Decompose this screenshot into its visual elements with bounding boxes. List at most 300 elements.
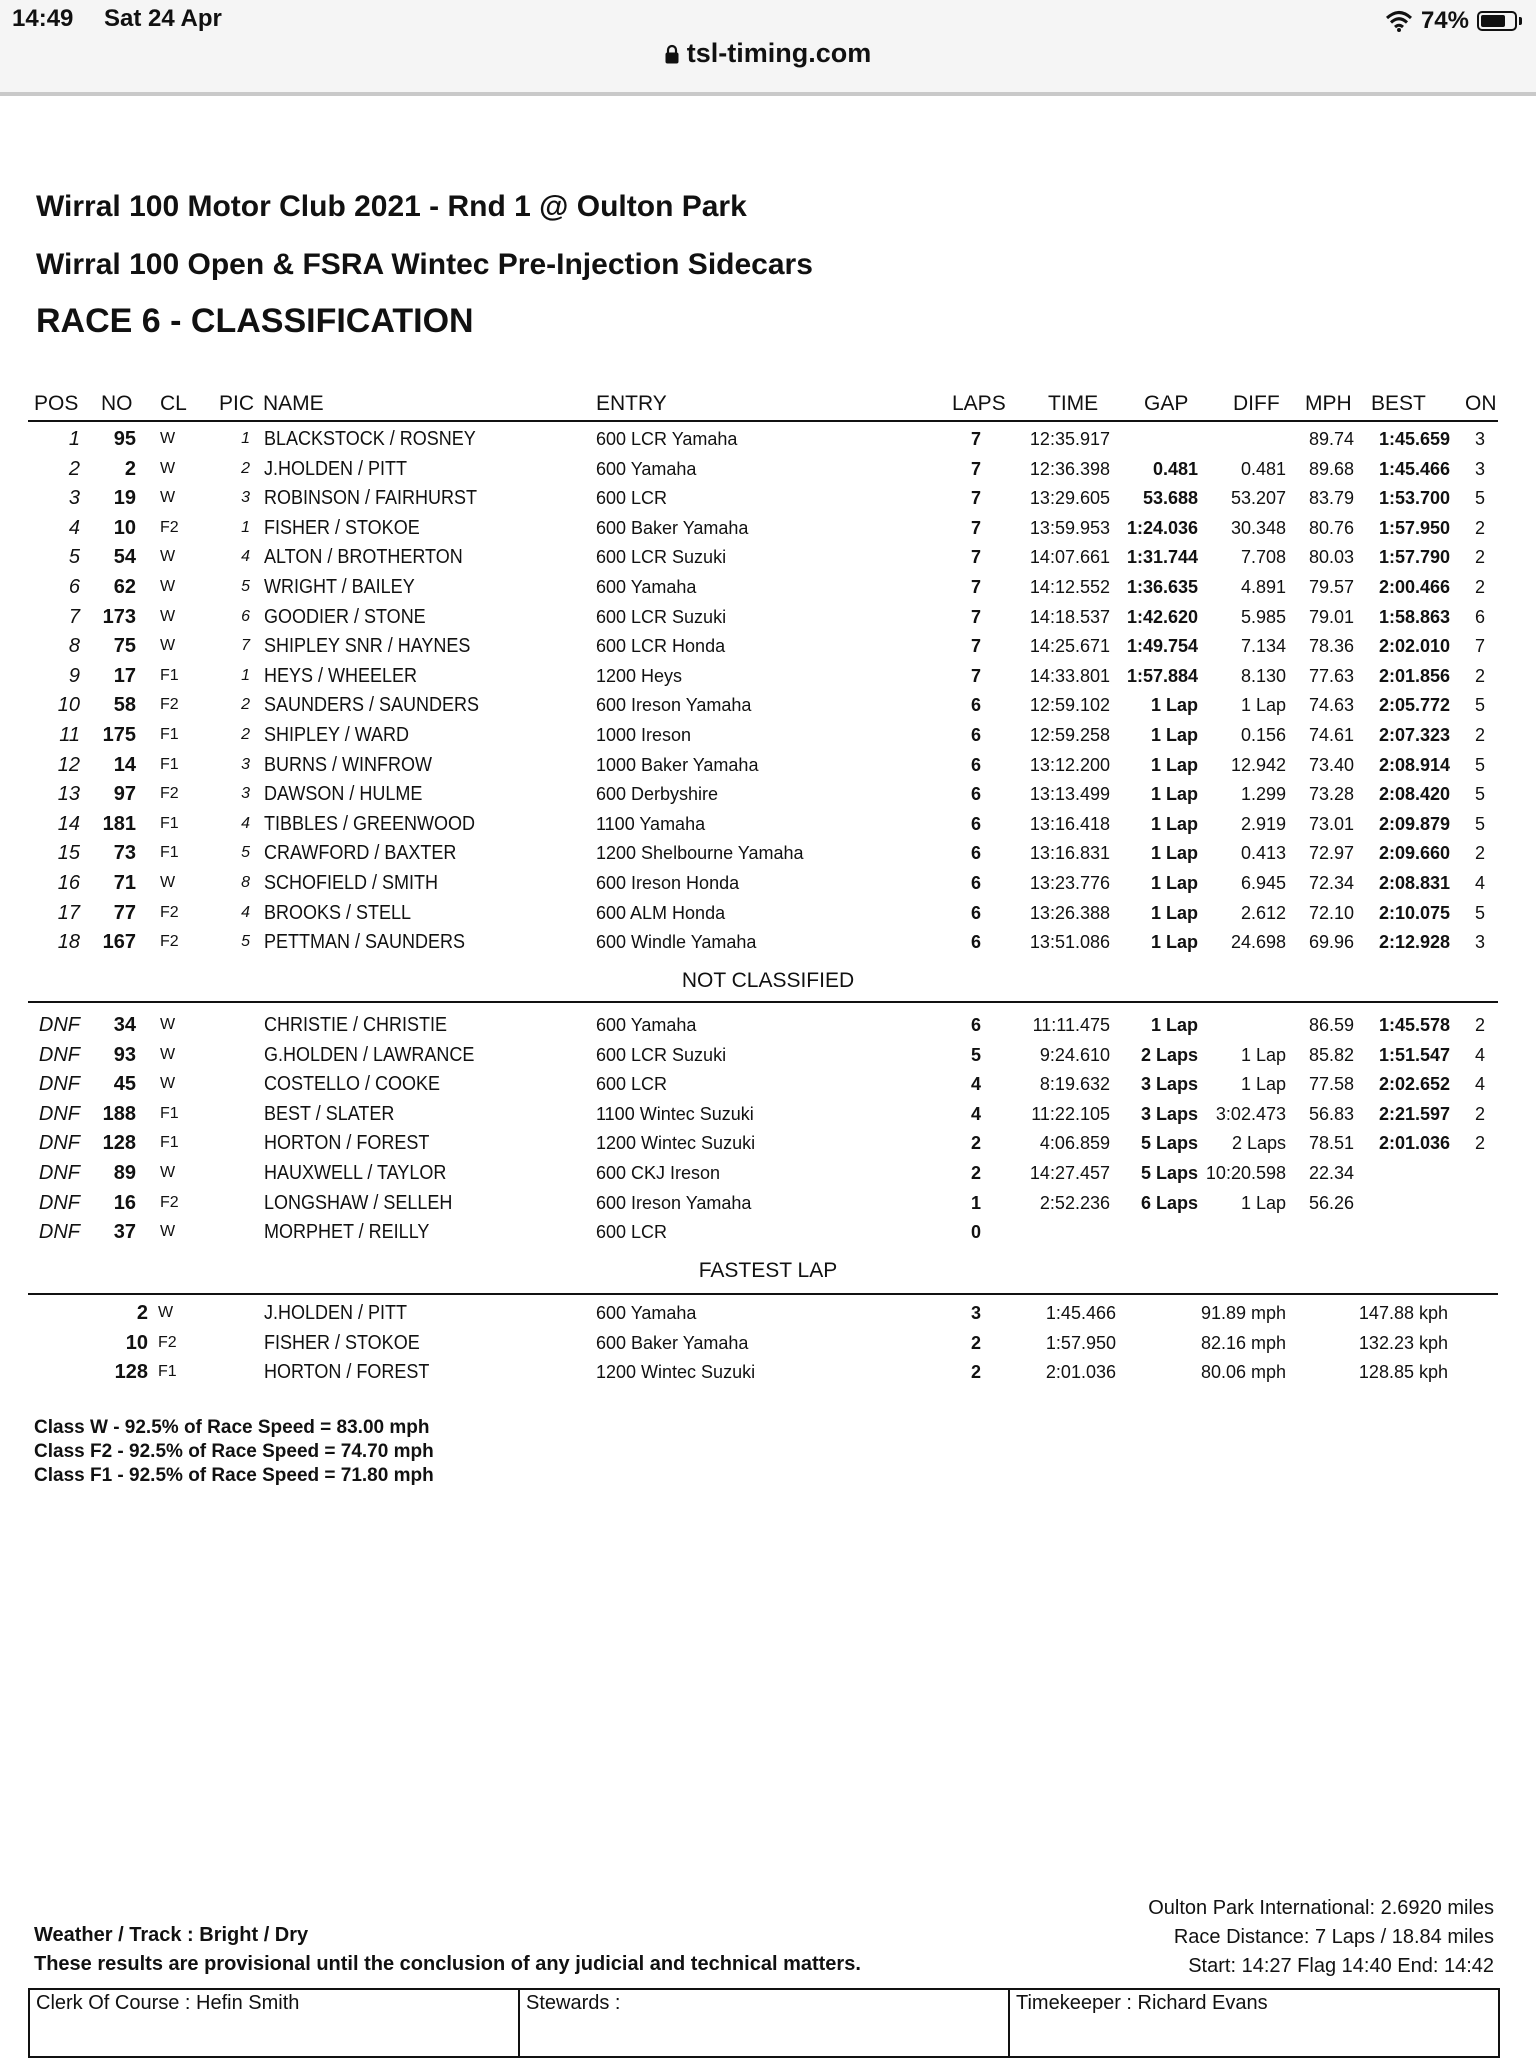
cell-pic: 1 — [241, 518, 250, 536]
cell-name: BEST / SLATER — [264, 1102, 395, 1125]
cell-laps: 5 — [970, 1044, 981, 1065]
cell-gap: 3 Laps — [1140, 1074, 1198, 1095]
cell-laps: 7 — [970, 665, 981, 686]
cell-pos: 10 — [57, 694, 80, 717]
cell-entry: 600 LCR Suzuki — [596, 1044, 727, 1065]
cell-time: 13:16.418 — [1029, 813, 1110, 834]
cell-entry: 1100 Yamaha — [596, 813, 706, 834]
cell-class: F1 — [160, 844, 179, 862]
cell-class: F1 — [160, 755, 179, 773]
cell-kph: 128.85 kph — [1358, 1362, 1448, 1383]
cell-on: 4 — [1474, 873, 1485, 893]
cell-class: F2 — [160, 903, 179, 921]
cell-gap: 1 Lap — [1150, 843, 1198, 864]
cell-diff: 53.207 — [1230, 488, 1286, 509]
cell-class: F1 — [160, 666, 179, 684]
cell-entry: 600 LCR Suzuki — [596, 606, 727, 627]
cell-gap: 1:57.884 — [1126, 665, 1198, 686]
cell-laps: 7 — [970, 577, 981, 597]
cell-pos: 14 — [57, 812, 80, 835]
cell-mph: 73.40 — [1308, 754, 1354, 775]
table-row — [0, 690, 1536, 720]
class-note-f2: Class F2 - 92.5% of Race Speed = 74.70 mph — [34, 1441, 434, 1462]
cell-best: 2:08.914 — [1378, 754, 1450, 775]
cell-diff: 2 Laps — [1231, 1133, 1286, 1154]
cell-no: 95 — [113, 428, 136, 450]
race-times: Start: 14:27 Flag 14:40 End: 14:42 — [1188, 1955, 1494, 1977]
col-time: TIME — [1048, 392, 1099, 415]
fastest-lap-row — [0, 1298, 1536, 1328]
dnf-row — [0, 1188, 1536, 1218]
cell-entry: 1200 Wintec Suzuki — [596, 1133, 756, 1154]
cell-on: 2 — [1474, 1103, 1485, 1124]
cell-no: 73 — [113, 842, 136, 865]
cell-laps: 2 — [970, 1133, 981, 1154]
cell-gap: 1 Lap — [1150, 1015, 1198, 1035]
cell-best: 2:02.010 — [1378, 636, 1450, 657]
cell-name: J.HOLDEN / PITT — [264, 1302, 408, 1324]
table-row — [0, 720, 1536, 750]
cell-time: 1:57.950 — [1045, 1332, 1116, 1353]
table-row — [0, 809, 1536, 839]
cell-mph: 83.79 — [1308, 488, 1354, 509]
cell-diff: 2.612 — [1240, 902, 1286, 923]
series-title: Wirral 100 Open & FSRA Wintec Pre-Injection Sidecars — [36, 248, 813, 281]
cell-on: 2 — [1474, 1133, 1485, 1154]
cell-no: 128 — [114, 1361, 148, 1384]
cell-time: 14:27.457 — [1029, 1163, 1110, 1183]
table-row — [0, 661, 1536, 691]
cell-class: F2 — [160, 1193, 179, 1211]
cell-no: 54 — [113, 546, 136, 569]
cell-laps: 7 — [970, 606, 981, 627]
cell-class: F2 — [158, 1333, 177, 1351]
cell-class: W — [160, 1223, 176, 1241]
cell-pic: 6 — [241, 607, 250, 625]
cell-time: 13:13.499 — [1029, 784, 1110, 805]
cell-pos: 2 — [68, 457, 80, 480]
cell-on: 7 — [1474, 636, 1485, 657]
cell-no: 17 — [113, 664, 136, 687]
cell-entry: 600 Yamaha — [596, 577, 697, 597]
cell-no: 2 — [124, 457, 136, 480]
cell-diff: 0.156 — [1240, 725, 1286, 745]
cell-entry: 1000 Ireson — [596, 725, 692, 745]
cell-name: HEYS / WHEELER — [264, 664, 418, 687]
fastest-lap-row — [0, 1328, 1536, 1358]
cell-best: 2:10.075 — [1378, 902, 1450, 923]
cell-time: 11:22.105 — [1031, 1103, 1110, 1124]
cell-diff: 24.698 — [1230, 932, 1286, 953]
cell-best: 1:53.700 — [1378, 488, 1450, 509]
col-mph: MPH — [1305, 392, 1352, 415]
cell-no: 75 — [113, 635, 136, 658]
cell-time: 13:26.388 — [1029, 902, 1110, 923]
cell-no: 173 — [102, 605, 136, 628]
cell-class: W — [160, 1016, 176, 1033]
cell-class: W — [160, 1164, 176, 1181]
cell-time: 12:59.102 — [1029, 695, 1110, 716]
table-row — [0, 779, 1536, 809]
cell-time: 13:51.086 — [1029, 932, 1110, 953]
wifi-icon — [1385, 10, 1413, 32]
cell-time: 8:19.632 — [1039, 1074, 1110, 1095]
cell-laps: 6 — [970, 813, 981, 834]
cell-gap: 1 Lap — [1150, 873, 1198, 893]
cell-class: F2 — [160, 696, 179, 714]
cell-entry: 600 Yamaha — [596, 1015, 697, 1035]
cell-entry: 1200 Heys — [596, 665, 683, 686]
cell-pos: 3 — [68, 487, 80, 510]
col-gap: GAP — [1144, 392, 1189, 415]
cell-mph: 72.34 — [1308, 873, 1354, 893]
cell-no: 19 — [113, 487, 136, 510]
cell-diff: 30.348 — [1230, 517, 1286, 538]
cell-name: HORTON / FOREST — [264, 1132, 430, 1155]
cell-entry: 600 CKJ Ireson — [596, 1163, 721, 1183]
cell-entry: 600 LCR Yamaha — [596, 429, 738, 449]
cell-entry: 600 LCR — [596, 1074, 668, 1095]
cell-diff: 12.942 — [1230, 754, 1286, 775]
cell-gap: 5 Laps — [1140, 1133, 1198, 1154]
cell-mph: 73.28 — [1308, 784, 1354, 805]
cell-entry: 600 ALM Honda — [596, 902, 726, 923]
cell-name: TIBBLES / GREENWOOD — [264, 812, 476, 835]
cell-class: W — [160, 1075, 176, 1093]
cell-time: 12:35.917 — [1029, 429, 1110, 449]
table-row — [0, 631, 1536, 661]
cell-class: W — [160, 430, 176, 447]
table-row — [0, 483, 1536, 513]
cell-laps: 6 — [970, 843, 981, 864]
cell-mph: 85.82 — [1308, 1044, 1354, 1065]
cell-class: W — [160, 607, 176, 625]
col-cl: CL — [160, 392, 187, 415]
cell-name: LONGSHAW / SELLEH — [264, 1191, 453, 1214]
cell-on: 5 — [1474, 488, 1485, 509]
cell-name: HORTON / FOREST — [264, 1361, 430, 1384]
cell-pic: 3 — [241, 755, 250, 773]
cell-pic: 5 — [241, 933, 250, 951]
cell-on: 5 — [1474, 695, 1485, 716]
cell-pic: 2 — [241, 459, 250, 477]
cell-laps: 6 — [970, 754, 981, 775]
cell-name: WRIGHT / BAILEY — [264, 576, 415, 598]
cell-pic: 3 — [241, 785, 250, 803]
cell-no: 89 — [113, 1162, 136, 1184]
cell-gap: 1 Lap — [1150, 725, 1198, 745]
cell-mph: 82.16 mph — [1200, 1332, 1286, 1353]
cell-name: BURNS / WINFROW — [264, 753, 432, 776]
cell-diff: 4.891 — [1240, 577, 1286, 597]
address-bar[interactable] — [0, 38, 1536, 69]
battery-icon — [1477, 11, 1517, 31]
cell-no: 14 — [113, 753, 136, 776]
dnf-row — [0, 1099, 1536, 1129]
fastest-lap-heading: FASTEST LAP — [698, 1259, 838, 1282]
cell-entry: 1100 Wintec Suzuki — [596, 1103, 754, 1124]
cell-best: 2:02.652 — [1378, 1074, 1450, 1095]
cell-lap: 2 — [970, 1332, 981, 1353]
cell-diff: 6.945 — [1240, 873, 1286, 893]
cell-mph: 80.06 mph — [1200, 1362, 1286, 1383]
dnf-row — [0, 1217, 1536, 1247]
col-best: BEST — [1371, 392, 1426, 415]
url-text: tsl-timing.com — [686, 38, 872, 68]
cell-gap: 1 Lap — [1150, 695, 1198, 716]
cell-diff: 10:20.598 — [1205, 1163, 1286, 1183]
table-row — [0, 424, 1536, 454]
cell-class: F2 — [160, 785, 179, 803]
cell-time: 14:07.661 — [1029, 547, 1110, 568]
dnf-row — [0, 1158, 1536, 1188]
cell-pos: 5 — [68, 546, 80, 569]
cell-time: 2:01.036 — [1045, 1362, 1116, 1383]
cell-on: 6 — [1474, 606, 1485, 627]
cell-mph: 78.36 — [1308, 636, 1354, 657]
cell-pos: 18 — [57, 931, 80, 954]
cell-laps: 6 — [970, 725, 981, 745]
cell-pos: DNF — [38, 1221, 80, 1244]
class-speed-notes — [34, 1416, 434, 1488]
cell-class: F1 — [160, 1104, 179, 1122]
cell-name: SCHOFIELD / SMITH — [264, 872, 439, 894]
cell-pic: 5 — [241, 844, 250, 862]
cell-pos: DNF — [38, 1014, 80, 1036]
cell-name: BLACKSTOCK / ROSNEY — [264, 428, 476, 450]
cell-laps: 6 — [970, 1015, 981, 1035]
cell-name: FISHER / STOKOE — [264, 1331, 420, 1354]
cell-best: 2:08.831 — [1378, 873, 1450, 893]
lock-icon — [665, 44, 679, 64]
cell-no: 62 — [113, 576, 136, 598]
cell-best: 2:00.466 — [1378, 577, 1450, 597]
cell-gap: 1:24.036 — [1126, 517, 1198, 538]
cell-no: 77 — [113, 901, 136, 924]
cell-time: 13:16.831 — [1029, 843, 1110, 864]
cell-pos: 7 — [68, 605, 80, 628]
dnf-row — [0, 1069, 1536, 1099]
timekeeper: Timekeeper : Richard Evans — [1008, 1990, 1498, 2056]
cell-diff: 2.919 — [1240, 813, 1286, 834]
cell-time: 4:06.859 — [1039, 1133, 1110, 1154]
cell-laps: 7 — [970, 517, 981, 538]
cell-class: W — [158, 1304, 174, 1321]
cell-mph: 56.83 — [1308, 1103, 1354, 1124]
provisional-note: These results are provisional until the conclusion of any judicial and technical matters. — [34, 1953, 861, 1975]
cell-gap: 1:31.744 — [1126, 547, 1198, 568]
col-laps: LAPS — [952, 392, 1006, 415]
cell-gap: 5 Laps — [1140, 1163, 1198, 1183]
cell-best: 2:09.879 — [1378, 813, 1450, 834]
cell-laps: 6 — [970, 932, 981, 953]
cell-on: 2 — [1474, 725, 1485, 745]
cell-gap: 3 Laps — [1140, 1103, 1198, 1124]
cell-diff: 3:02.473 — [1215, 1103, 1286, 1124]
cell-pic: 4 — [241, 814, 250, 832]
cell-no: 93 — [113, 1043, 136, 1066]
cell-pos: 8 — [68, 635, 80, 658]
cell-pos: 6 — [68, 576, 80, 598]
table-row — [0, 454, 1536, 484]
cell-name: G.HOLDEN / LAWRANCE — [264, 1043, 475, 1066]
cell-on: 5 — [1474, 754, 1485, 775]
cell-gap: 1:49.754 — [1126, 636, 1198, 657]
cell-gap: 0.481 — [1152, 458, 1198, 479]
cell-class: F1 — [160, 726, 179, 743]
cell-gap: 53.688 — [1142, 488, 1198, 509]
cell-gap: 1 Lap — [1150, 754, 1198, 775]
cell-no: 181 — [102, 812, 136, 835]
cell-entry: 600 Ireson Yamaha — [596, 695, 752, 716]
cell-time: 14:25.671 — [1029, 636, 1110, 657]
cell-on: 2 — [1474, 1015, 1485, 1035]
cell-name: J.HOLDEN / PITT — [264, 457, 408, 480]
cell-class: F2 — [160, 933, 179, 951]
cell-lap: 2 — [970, 1362, 981, 1383]
cell-gap: 2 Laps — [1140, 1044, 1198, 1065]
cell-pos: DNF — [38, 1191, 80, 1214]
cell-class: W — [160, 637, 176, 655]
cell-entry: 1000 Baker Yamaha — [596, 754, 759, 775]
cell-best: 2:01.036 — [1378, 1133, 1450, 1154]
cell-pos: DNF — [38, 1132, 80, 1155]
cell-laps: 6 — [970, 784, 981, 805]
cell-on: 3 — [1474, 932, 1485, 953]
col-pic: PIC — [219, 392, 255, 415]
cell-entry: 1200 Wintec Suzuki — [596, 1362, 756, 1383]
cell-name: MORPHET / REILLY — [264, 1221, 430, 1244]
status-time: 14:49 — [12, 5, 74, 32]
cell-time: 14:12.552 — [1029, 577, 1110, 597]
cell-best: 1:57.950 — [1378, 517, 1450, 538]
cell-pos: 4 — [68, 516, 80, 539]
cell-on: 3 — [1474, 458, 1485, 479]
cell-time: 14:33.801 — [1029, 665, 1110, 686]
cell-laps: 6 — [970, 873, 981, 893]
cell-mph: 79.57 — [1308, 577, 1354, 597]
cell-no: 128 — [102, 1132, 136, 1155]
cell-class: W — [160, 1045, 176, 1063]
race-distance: Race Distance: 7 Laps / 18.84 miles — [1173, 1926, 1494, 1948]
stewards: Stewards : — [518, 1990, 1008, 2056]
cell-name: FISHER / STOKOE — [264, 516, 420, 539]
cell-mph: 77.58 — [1308, 1074, 1354, 1095]
cell-diff: 1.299 — [1240, 784, 1286, 805]
cell-name: CHRISTIE / CHRISTIE — [264, 1014, 448, 1036]
cell-diff: 0.481 — [1240, 458, 1286, 479]
col-diff: DIFF — [1233, 392, 1280, 415]
cell-name: CRAWFORD / BAXTER — [264, 842, 457, 865]
cell-best: 1:51.547 — [1378, 1044, 1450, 1065]
cell-gap: 1 Lap — [1150, 932, 1198, 953]
cell-pic: 8 — [241, 874, 250, 891]
cell-mph: 74.63 — [1308, 695, 1354, 716]
cell-no: 71 — [113, 872, 136, 894]
cell-lap: 3 — [970, 1303, 981, 1323]
cell-mph: 79.01 — [1308, 606, 1354, 627]
cell-best: 1:45.578 — [1378, 1015, 1450, 1035]
cell-best: 2:07.323 — [1378, 725, 1450, 745]
cell-laps: 2 — [970, 1163, 981, 1183]
cell-gap: 1 Lap — [1150, 902, 1198, 923]
cell-no: 10 — [113, 516, 136, 539]
cell-mph: 91.89 mph — [1200, 1303, 1286, 1323]
cell-pos: DNF — [38, 1043, 80, 1066]
battery-percent: 74% — [1420, 7, 1469, 34]
status-date: Sat 24 Apr — [104, 5, 222, 32]
class-note-w: Class W - 92.5% of Race Speed = 83.00 mph — [34, 1417, 430, 1438]
cell-time: 11:11.475 — [1032, 1015, 1110, 1035]
cell-on: 2 — [1474, 665, 1485, 686]
cell-gap: 1 Lap — [1150, 784, 1198, 805]
cell-mph: 86.59 — [1308, 1015, 1354, 1035]
cell-laps: 0 — [970, 1222, 981, 1243]
cell-entry: 1200 Shelbourne Yamaha — [596, 843, 804, 864]
cell-diff: 7.134 — [1240, 636, 1286, 657]
fastest-lap-rule — [28, 1293, 1498, 1295]
col-no: NO — [101, 392, 133, 415]
cell-diff: 1 Lap — [1240, 1044, 1286, 1065]
cell-diff: 0.413 — [1240, 843, 1286, 864]
cell-time: 1:45.466 — [1045, 1303, 1116, 1323]
cell-entry: 600 Ireson Honda — [596, 873, 740, 893]
cell-best: 1:45.659 — [1378, 429, 1450, 449]
cell-gap: 1 Lap — [1150, 813, 1198, 834]
cell-best: 2:12.928 — [1378, 932, 1450, 953]
cell-name: SHIPLEY / WARD — [264, 724, 410, 746]
cell-name: ROBINSON / FAIRHURST — [264, 487, 478, 510]
table-row — [0, 542, 1536, 572]
cell-name: SHIPLEY SNR / HAYNES — [264, 635, 471, 658]
cell-time: 13:29.605 — [1029, 488, 1110, 509]
dnf-row — [0, 1010, 1536, 1040]
cell-gap: 1:42.620 — [1126, 606, 1198, 627]
clerk-of-course: Clerk Of Course : Hefin Smith — [36, 1992, 300, 2014]
cell-mph: 56.26 — [1308, 1192, 1354, 1213]
cell-best: 2:21.597 — [1378, 1103, 1450, 1124]
cell-mph: 80.76 — [1308, 517, 1354, 538]
col-entry: ENTRY — [596, 392, 667, 415]
cell-no: 167 — [102, 931, 136, 954]
cell-on: 2 — [1474, 547, 1485, 568]
table-row — [0, 838, 1536, 868]
table-row — [0, 868, 1536, 898]
cell-best: 2:08.420 — [1378, 784, 1450, 805]
cell-pic: 1 — [241, 666, 250, 684]
cell-no: 37 — [113, 1221, 136, 1244]
cell-laps: 6 — [970, 695, 981, 716]
cell-pos: 12 — [57, 753, 80, 776]
cell-name: PETTMAN / SAUNDERS — [264, 931, 466, 954]
cell-entry: 600 Yamaha — [596, 458, 697, 479]
cell-no: 97 — [113, 783, 136, 806]
not-classified-heading: NOT CLASSIFIED — [681, 969, 855, 992]
circuit-length: Oulton Park International: 2.6920 miles — [1148, 1897, 1494, 1919]
dnf-row — [0, 1128, 1536, 1158]
cell-pos: 1 — [68, 428, 80, 450]
cell-best: 2:09.660 — [1378, 843, 1450, 864]
cell-pic: 3 — [241, 489, 250, 507]
cell-pic: 5 — [241, 578, 250, 595]
cell-entry: 600 Derbyshire — [596, 784, 719, 805]
cell-time: 14:18.537 — [1029, 606, 1110, 627]
cell-diff: 1 Lap — [1240, 1192, 1286, 1213]
cell-no: 2 — [136, 1302, 148, 1324]
cell-kph: 132.23 kph — [1358, 1332, 1448, 1353]
cell-pic: 2 — [241, 726, 250, 743]
cell-class: W — [160, 874, 176, 891]
